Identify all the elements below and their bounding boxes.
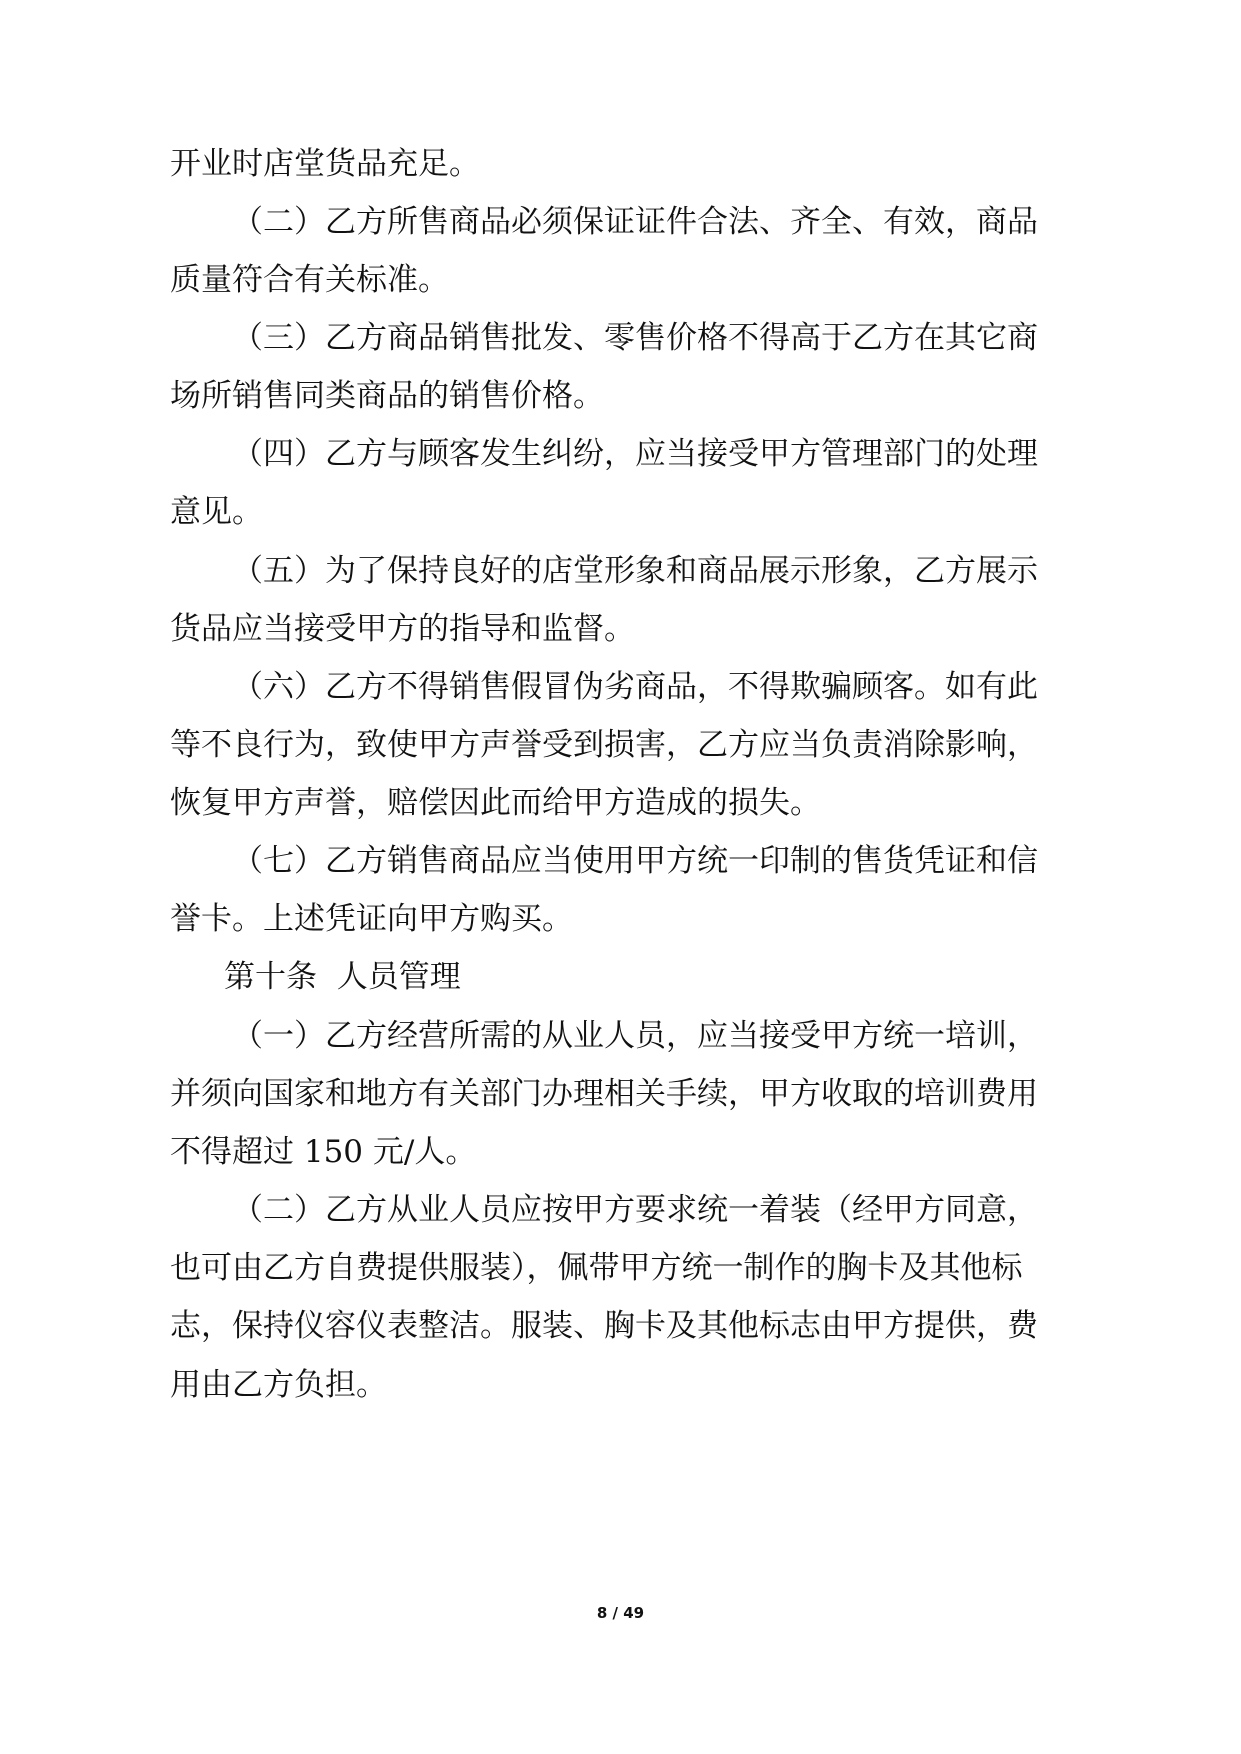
text-line <box>0 836 1241 886</box>
text-line <box>0 487 1241 537</box>
text-line <box>0 255 1241 305</box>
text-line-content: 场所销售同类商品的销售价格。 <box>170 378 604 414</box>
text-line-content: 誉卡。上述凭证向甲方购买。 <box>170 901 573 937</box>
text-line-content: （六）乙方不得销售假冒伪劣商品，不得欺骗顾客。如有此 <box>232 669 1038 705</box>
text-line-content: 恢复甲方声誉，赔偿因此而给甲方造成的损失。 <box>170 785 821 821</box>
text-line-content: 不得超过 150 元/人。 <box>170 1134 477 1170</box>
text-line <box>0 1301 1241 1351</box>
page-number: 8 / 49 <box>596 1604 645 1622</box>
text-line-content: 意见。 <box>170 494 263 530</box>
text-line-content: 等不良行为，致使甲方声誉受到损害，乙方应当负责消除影响， <box>170 727 1038 763</box>
text-line-content: （二）乙方所售商品必须保证证件合法、齐全、有效，商品 <box>232 204 1038 240</box>
text-line-content: （五）为了保持良好的店堂形象和商品展示形象，乙方展示 <box>232 553 1038 589</box>
text-line-content: （一）乙方经营所需的从业人员，应当接受甲方统一培训， <box>232 1018 1038 1054</box>
text-line <box>0 778 1241 828</box>
text-line <box>0 1069 1241 1119</box>
section-heading-text: 第十条 人员管理 <box>224 959 461 995</box>
text-line-content: （四）乙方与顾客发生纠纷，应当接受甲方管理部门的处理 <box>232 436 1038 472</box>
text-line-content: （二）乙方从业人员应按甲方要求统一着装（经甲方同意， <box>232 1192 1038 1228</box>
text-line <box>0 546 1241 596</box>
text-line <box>0 1243 1241 1293</box>
text-line-content: 并须向国家和地方有关部门办理相关手续，甲方收取的培训费用 <box>170 1076 1038 1112</box>
text-line-content: （三）乙方商品销售批发、零售价格不得高于乙方在其它商 <box>232 320 1038 356</box>
text-line <box>0 720 1241 770</box>
text-line-content: 志，保持仪容仪表整洁。服装、胸卡及其他标志由甲方提供，费 <box>170 1308 1038 1344</box>
text-line <box>0 429 1241 479</box>
text-line <box>0 371 1241 421</box>
text-line <box>0 139 1241 189</box>
text-line <box>0 1185 1241 1235</box>
text-line <box>0 894 1241 944</box>
text-line-content: （七）乙方销售商品应当使用甲方统一印制的售货凭证和信 <box>232 843 1038 879</box>
text-line-content: 开业时店堂货品充足。 <box>170 146 480 182</box>
text-line <box>0 1360 1241 1410</box>
text-line <box>0 604 1241 654</box>
text-line <box>0 197 1241 247</box>
text-line-content: 货品应当接受甲方的指导和监督。 <box>170 611 635 647</box>
text-line <box>0 662 1241 712</box>
text-line <box>0 1011 1241 1061</box>
text-line <box>0 313 1241 363</box>
section-heading <box>0 952 1241 1002</box>
text-line <box>0 1127 1241 1177</box>
text-line-content: 质量符合有关标准。 <box>170 262 449 298</box>
text-line-content: 用由乙方负担。 <box>170 1367 387 1403</box>
text-line-content: 也可由乙方自费提供服装），佩带甲方统一制作的胸卡及其他标 <box>170 1250 1023 1286</box>
